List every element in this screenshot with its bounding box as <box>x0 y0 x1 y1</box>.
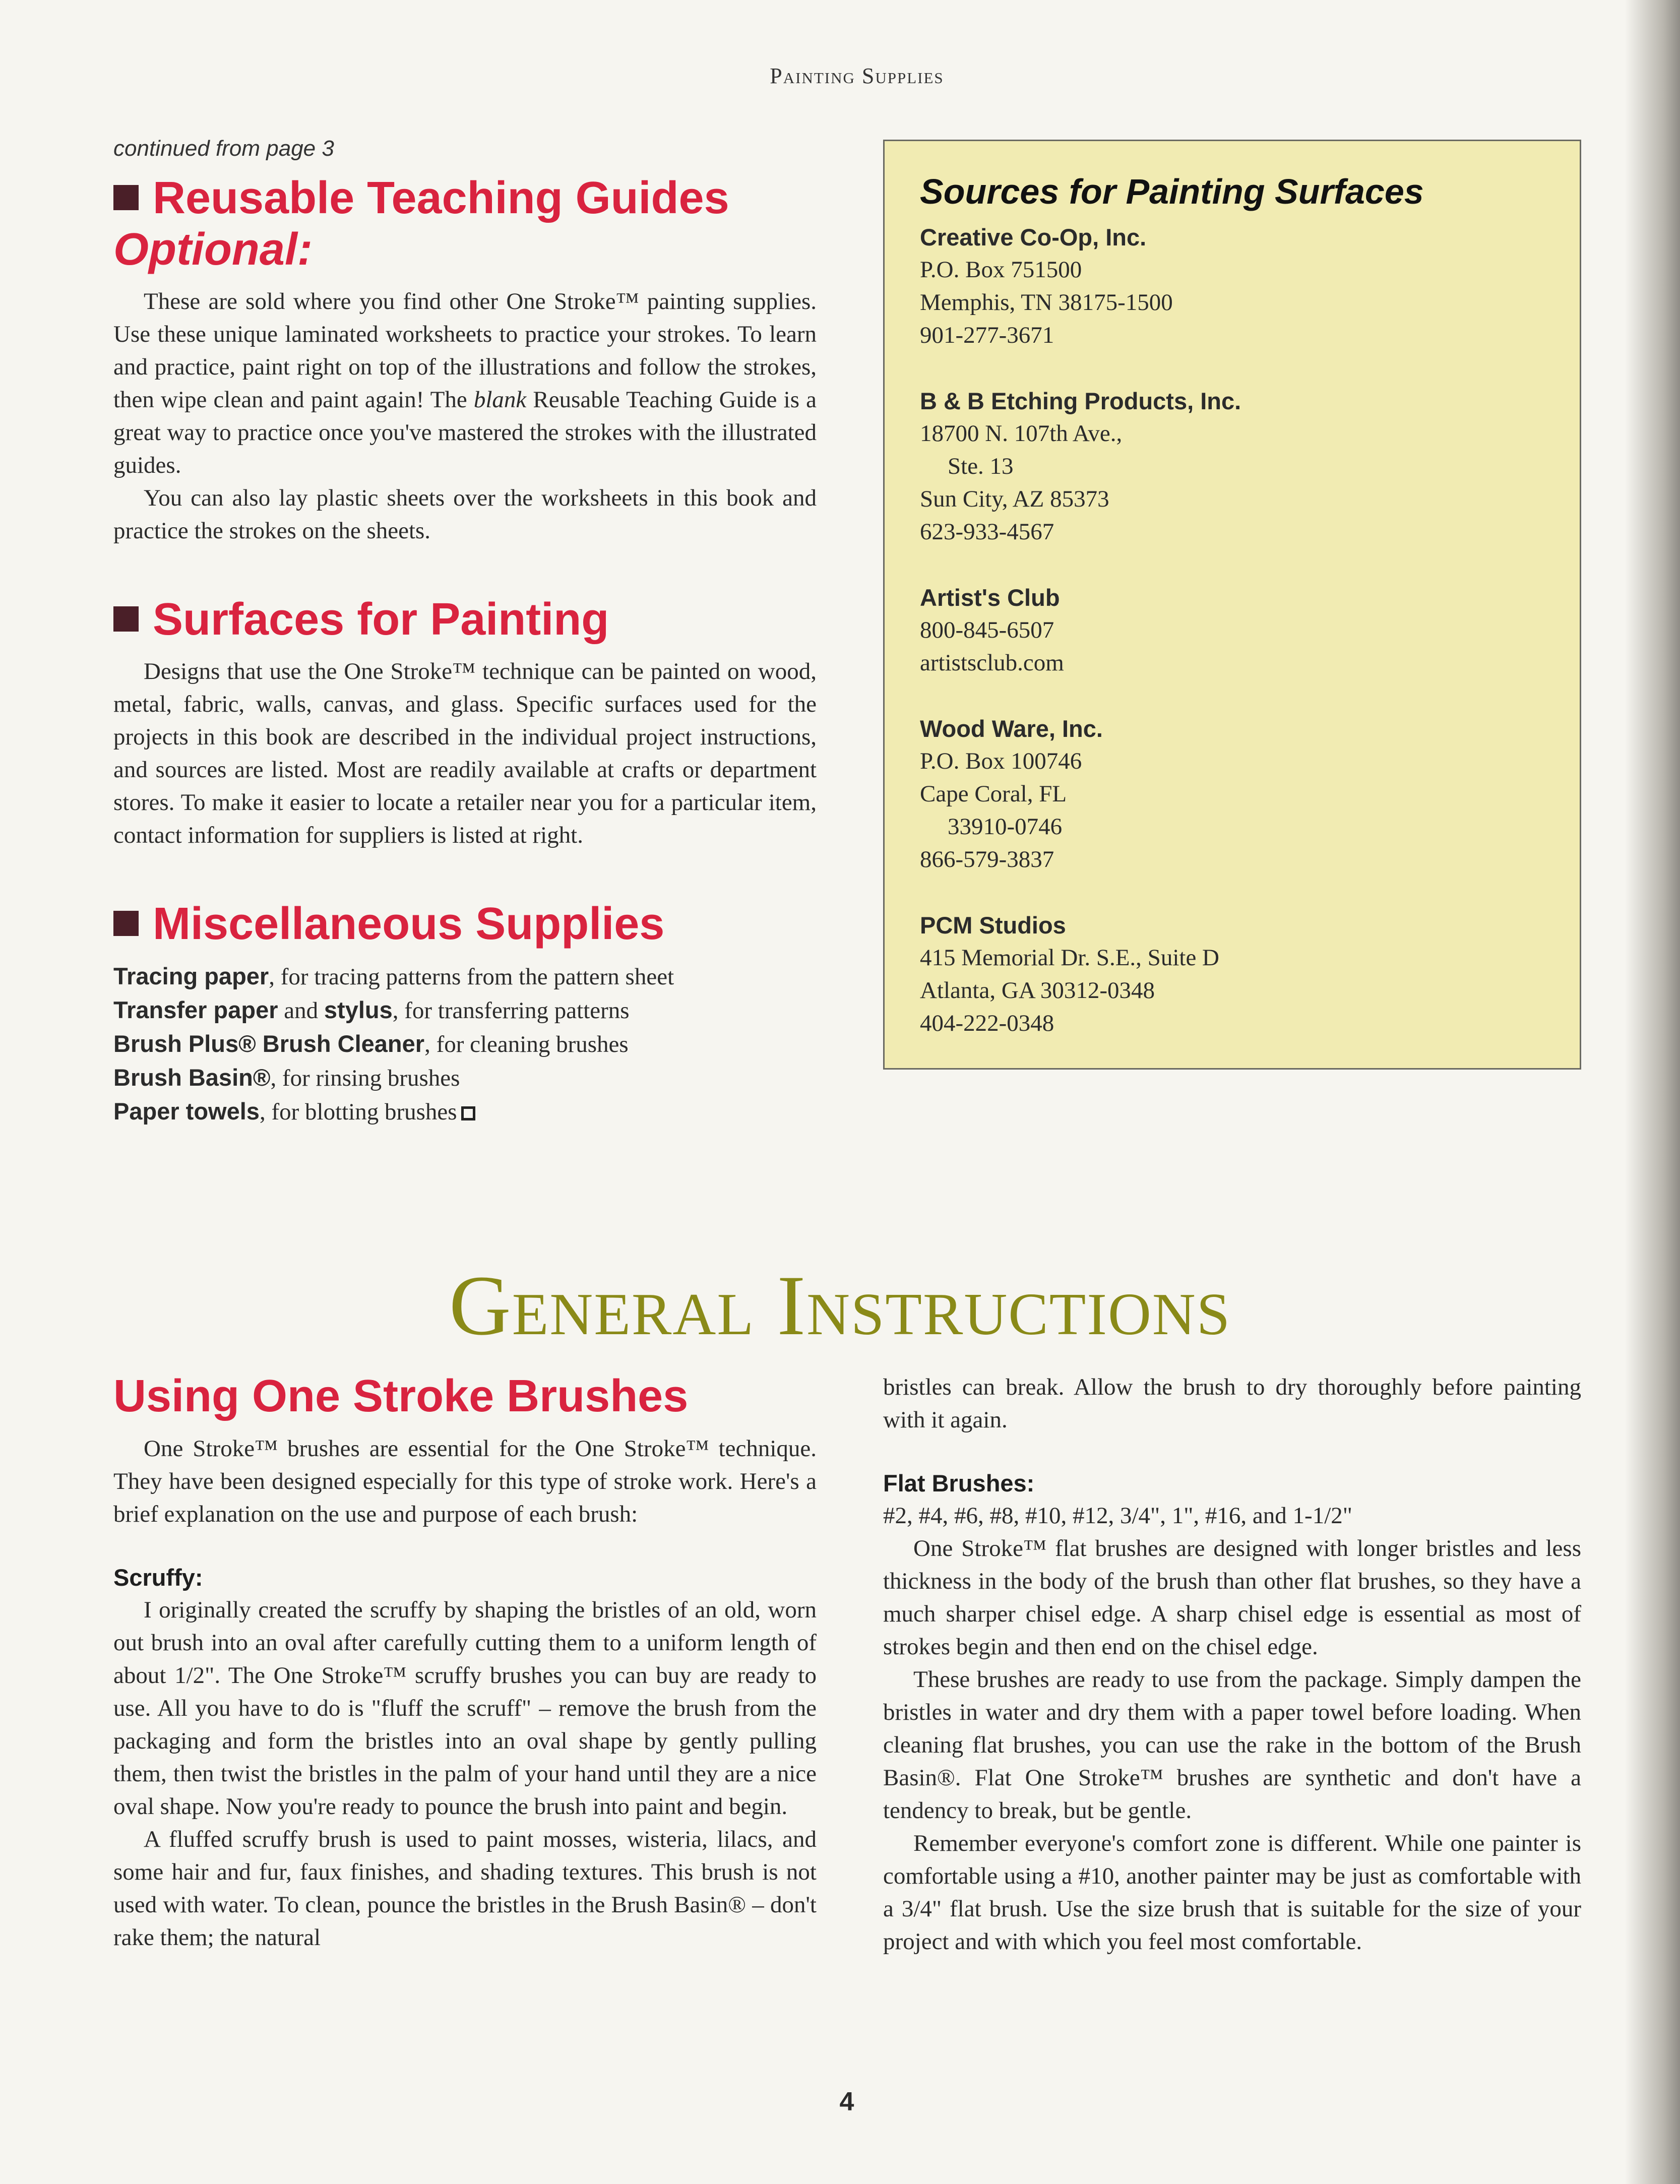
general-instructions-title: General Instructions <box>449 1258 1231 1353</box>
supply-item: Tracing paper, for tracing patterns from the pattern sheet <box>113 963 674 990</box>
brushes-intro: One Stroke™ brushes are essential for the One Stroke™ technique. They have been designed especially for this type of stroke work. Here's a brief explanation on the use and purpose of each brush: <box>113 1436 817 1527</box>
source-wood-ware: Wood Ware, Inc. P.O. Box 100746 Cape Coral, FL 33910-0746 866-579-3837 <box>920 715 1103 872</box>
flat-paragraph-1: One Stroke™ flat brushes are designed with longer bristles and less thickness in the body of the brush than other flat brushes, so they have a much sharper chisel edge. A sharp chisel edge is essential as most of strokes begin and then end on the chisel edge. <box>883 1535 1581 1660</box>
source-bb-etching: B & B Etching Products, Inc. 18700 N. 107th Ave., Ste. 13 Sun City, AZ 85373 623-933-4567 <box>920 388 1241 545</box>
end-box-icon <box>461 1106 475 1120</box>
right-column-bottom <box>883 1371 1581 1958</box>
heading-teaching-guides: Reusable Teaching Guides Optional: <box>113 172 817 275</box>
source-pcm-studios: PCM Studios 415 Memorial Dr. S.E., Suite D Atlanta, GA 30312-0348 404-222-0348 <box>920 912 1219 1036</box>
source-artists-club: Artist's Club 800-845-6507 artistsclub.com <box>920 584 1064 676</box>
flat-paragraph-2: These brushes are ready to use from the package. Simply dampen the bristles in water and dry them with a paper towel before loading. When cleaning flat brushes, you can use the rake in the bottom of the Brush Basin®. Flat One Stroke™ brushes are synthetic and don't have a tendency to break, but be gentle. <box>883 1666 1581 1824</box>
bullet-square-icon <box>113 911 139 936</box>
surfaces-paragraph: Designs that use the One Stroke™ technique can be painted on wood, metal, fabric, walls, canvas, and glass. Specific surfaces used for the projects in this book are described in the individual project instructions, and sources are listed. Most are readily available at crafts or department stores. To make it easier to locate a retailer near you for a particular item, contact information for suppliers is listed at right. <box>113 658 817 848</box>
scruffy-paragraph-2: A fluffed scruffy brush is used to paint mosses, wisteria, lilacs, and some hair and fur, faux finishes, and shading textures. This brush is not used with water. To clean, pounce the bristles in the Brush Basin® – don't rake them; the natural <box>113 1826 817 1951</box>
scruffy-continued: bristles can break. Allow the brush to dry thoroughly before painting with it again. <box>883 1374 1581 1433</box>
subheading-scruffy: Scruffy: <box>113 1564 203 1591</box>
supply-item: Brush Basin®, for rinsing brushes <box>113 1064 460 1091</box>
continued-note: continued from page 3 <box>113 136 334 161</box>
supplies-list <box>113 960 817 1129</box>
heading-surfaces: Surfaces for Painting <box>113 594 817 645</box>
supply-item: Transfer paper and stylus, for transferring patterns <box>113 996 630 1024</box>
supply-item: Brush Plus® Brush Cleaner, for cleaning brushes <box>113 1030 629 1057</box>
flat-paragraph-3: Remember everyone's comfort zone is different. While one painter is comfortable using a #10, another painter may be just as comfortable with a 3/4" flat brush. Use the size brush that is suitable for the size of your project and with which you feel most comfortable. <box>883 1830 1581 1955</box>
teaching-paragraph-2: You can also lay plastic sheets over the worksheets in this book and practice the strokes on the sheets. <box>113 485 817 544</box>
page-number: 4 <box>839 2087 854 2116</box>
flat-brush-sizes: #2, #4, #6, #8, #10, #12, 3/4", 1", #16, and 1-1/2" <box>883 1503 1352 1529</box>
sources-title: Sources for Painting Surfaces <box>920 172 1424 211</box>
sources-box <box>883 140 1581 1070</box>
scruffy-paragraph-1: I originally created the scruffy by shaping the bristles of an old, worn out brush into an oval after carefully cutting them to a uniform length of about 1/2". The One Stroke™ scruffy brushes you can buy are ready to use. All you have to do is "fluff the scruff" – remove the brush from the packaging and form the bristles into an oval shape by gently pulling them, then twist the bristles in the palm of your hand until they are a nice oval shape. Now you're ready to pounce the brush into paint and begin. <box>113 1597 817 1820</box>
teaching-paragraph-1: These are sold where you find other One Stroke™ painting supplies. Use these unique laminated worksheets to practice your strokes. To learn and practice, paint right on top of the illustrations and follow the strokes, then wipe clean and paint again! The blank Reusable Teaching Guide is a great way to practice once you've mastered the strokes with the illustrated guides. <box>113 288 817 478</box>
bullet-square-icon <box>113 185 139 210</box>
bullet-square-icon <box>113 606 139 632</box>
heading-misc-supplies: Miscellaneous Supplies <box>113 898 817 950</box>
subheading-flat-brushes: Flat Brushes: <box>883 1470 1035 1496</box>
left-column-bottom <box>113 1371 817 1954</box>
running-head: Painting Supplies <box>770 64 944 88</box>
supply-item: Paper towels, for blotting brushes <box>113 1095 817 1129</box>
page-edge-shadow <box>1625 0 1680 2184</box>
heading-optional: Optional: <box>113 224 313 275</box>
heading-using-brushes: Using One Stroke Brushes <box>113 1371 689 1421</box>
source-creative-coop: Creative Co-Op, Inc. P.O. Box 751500 Memphis, TN 38175-1500 901-277-3671 <box>920 224 1173 348</box>
left-column-top <box>113 136 817 1129</box>
